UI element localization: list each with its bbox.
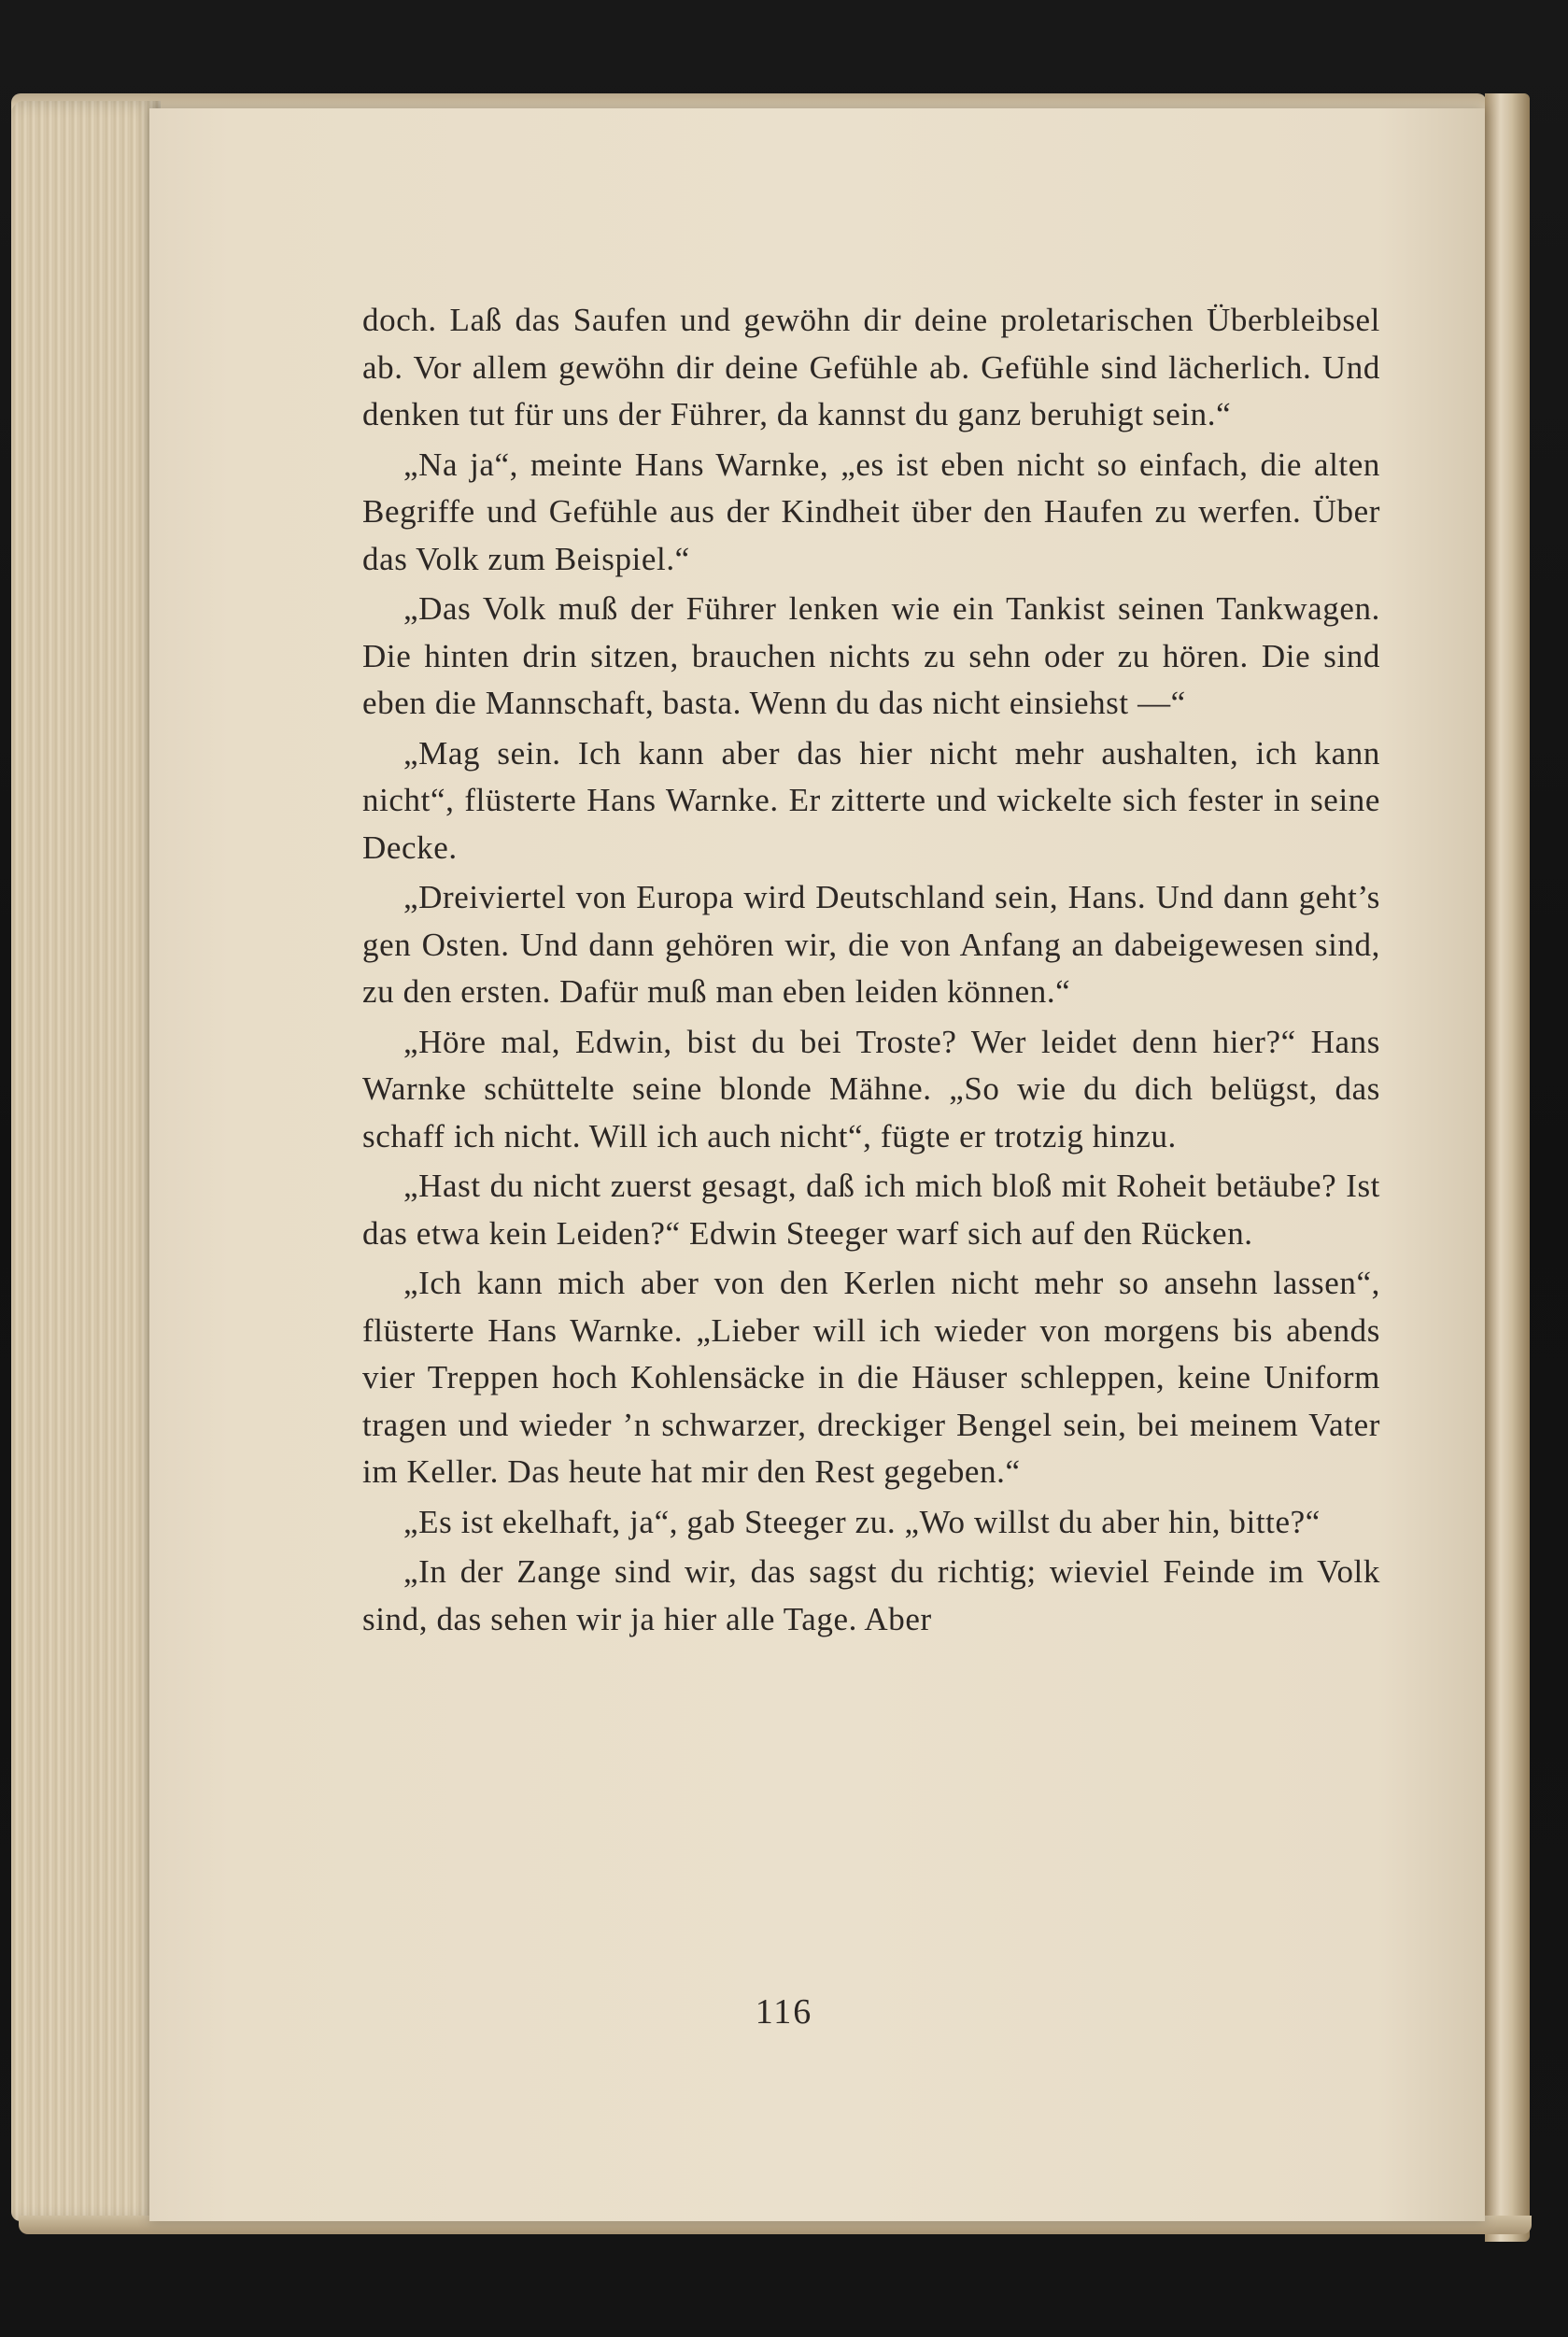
paragraph: „Ich kann mich aber von den Kerlen nicht mehr so ansehn lassen“, flüsterte Hans Warnke. „Lieber will ich wieder von morgens bis abends vier Treppen hoch Kohlensäcke in die Häuser schleppen, keine Uniform tragen und wieder ’n schwarzer, dreckiger Bengel sein, bei meinem Vater im Keller. Das heute hat mir den Rest gegeben.“: [362, 1265, 1380, 1490]
book-right-edge: [1485, 93, 1530, 2242]
page-number: 116: [755, 1992, 813, 2032]
paragraph: „In der Zange sind wir, das sagst du richtig; wieviel Feinde im Volk sind, das sehen wir ja hier alle Tage. Aber: [362, 1553, 1380, 1637]
paragraph: „Mag sein. Ich kann aber das hier nicht mehr aushalten, ich kann nicht“, flüsterte Hans Warnke. Er zitterte und wickelte sich fester in seine Decke.: [362, 734, 1380, 866]
book-page-edges: [11, 101, 161, 2221]
paragraph: „Das Volk muß der Führer lenken wie ein Tankist seinen Tankwagen. Die hinten drin sitzen, brauchen nichts zu sehn oder zu hören. Die sind eben die Mannschaft, basta. Wenn du das nicht einsiehst —“: [362, 590, 1380, 721]
paragraph: doch. Laß das Saufen und gewöhn dir deine proletarischen Überbleibsel ab. Vor allem gewöhn dir deine Gefühle ab. Gefühle sind lächerlich. Und denken tut für uns der Führer, da kannst du ganz beruhigt sein.“: [362, 302, 1380, 432]
paragraph: „Dreiviertel von Europa wird Deutschland sein, Hans. Und dann geht’s gen Osten. Und dann gehören wir, die von Anfang an dabeigewesen sind, zu den ersten. Dafür muß man eben leiden können.“: [362, 879, 1380, 1010]
paragraph: „Na ja“, meinte Hans Warnke, „es ist eben nicht so einfach, die alten Begriffe und Gefühle aus der Kindheit über den Haufen zu werfen. Über das Volk zum Beispiel.“: [362, 446, 1380, 577]
page-text: [362, 297, 1380, 1646]
paragraph: „Höre mal, Edwin, bist du bei Troste? Wer leidet denn hier?“ Hans Warnke schüttelte seine blonde Mähne. „So wie du dich belügst, das schaff ich nicht. Will ich auch nicht“, fügte er trotzig hinzu.: [362, 1023, 1380, 1154]
paragraph: „Hast du nicht zuerst gesagt, daß ich mich bloß mit Roheit betäube? Ist das etwa kein Leiden?“ Edwin Steeger warf sich auf den Rücken.: [362, 1168, 1380, 1252]
paragraph: „Es ist ekelhaft, ja“, gab Steeger zu. „Wo willst du aber hin, bitte?“: [403, 1503, 1321, 1540]
